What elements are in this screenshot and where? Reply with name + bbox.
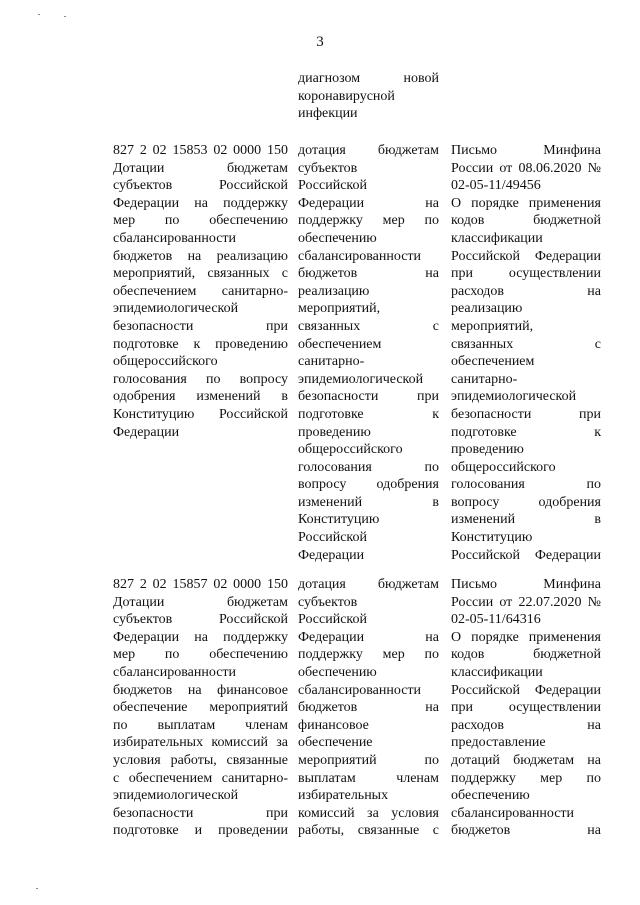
text-line: при осуществлении — [451, 700, 601, 716]
text-line: 827 2 02 15853 02 0000 150 — [113, 143, 288, 158]
text-line: одобрения изменений в — [113, 389, 288, 405]
text-line: подготовке к — [298, 406, 439, 422]
text-line: Российской Федерации — [451, 682, 601, 698]
text-line: проведению — [451, 442, 524, 458]
text-line: обеспечению — [451, 788, 530, 804]
text-line: классификации — [451, 230, 543, 246]
row2-source-letter — [451, 576, 601, 840]
text-line: Российской — [298, 612, 367, 628]
text-line: Письмо Минфина — [451, 143, 601, 158]
text-line: безопасности при — [113, 805, 288, 821]
text-line: субъектов — [298, 594, 358, 610]
text-line: связанных с — [298, 318, 439, 334]
text-line: мер по обеспечению — [113, 647, 288, 663]
text-line: работы, связанные с — [298, 823, 439, 839]
text-line: дотация бюджетам — [298, 577, 439, 592]
text-line: комиссий за условия — [298, 805, 439, 821]
text-line: коронавирусной — [298, 88, 395, 104]
text-line: инфекции — [298, 106, 358, 122]
text-line: мероприятий, — [451, 318, 534, 334]
text-line: мероприятий, связанных с — [113, 266, 288, 282]
text-line: вопросу одобрения — [298, 477, 439, 493]
text-line: О порядке применения — [451, 195, 601, 211]
text-line: сбалансированности — [298, 248, 422, 264]
row1-description — [298, 142, 439, 564]
text-line: дотаций бюджетам на — [451, 752, 601, 768]
text-line: безопасности при — [298, 389, 439, 405]
text-line: эпидемиологической — [113, 301, 239, 317]
scan-speck — [36, 888, 38, 889]
text-line: финансовое — [298, 717, 369, 733]
text-line: Федерации на поддержку — [113, 195, 288, 211]
text-line: О порядке применения — [451, 629, 601, 645]
text-line: сбалансированности — [113, 230, 237, 246]
text-line: по выплатам членам — [113, 717, 288, 733]
row1-source-letter — [451, 142, 601, 564]
text-line: мероприятий, — [298, 301, 381, 317]
text-line: Российской — [298, 530, 367, 546]
text-line: избирательных — [298, 788, 389, 804]
text-line: мер по обеспечению — [113, 213, 288, 229]
text-line: расходов на — [451, 283, 601, 299]
text-line: Федерации на — [298, 629, 439, 645]
text-line: поддержку мер по — [298, 213, 439, 229]
text-line: субъектов Российской — [113, 612, 288, 628]
row2-code-name — [113, 576, 288, 840]
text-line: субъектов — [298, 160, 358, 176]
text-line: поддержку мер по — [451, 770, 601, 786]
text-line: бюджетов на — [298, 266, 439, 282]
text-line: эпидемиологической — [113, 788, 239, 804]
text-line: сбалансированности — [451, 805, 575, 821]
text-line: бюджетов на реализацию — [113, 248, 288, 264]
text-line: Федерации — [298, 547, 365, 563]
text-line: обеспечением — [298, 336, 382, 352]
text-line: Письмо Минфина — [451, 577, 601, 592]
text-line: санитарно- — [451, 371, 518, 387]
text-line: Конституцию Российской — [113, 406, 288, 422]
scan-speck — [64, 16, 66, 17]
text-line: предоставление — [451, 735, 546, 751]
text-line: бюджетов на — [451, 823, 601, 839]
text-line: кодов бюджетной — [451, 647, 601, 663]
text-line: условия работы, связанные — [113, 752, 288, 768]
text-line: бюджетов на — [298, 700, 439, 716]
text-line: избирательных комиссий за — [113, 735, 288, 751]
text-line: обеспечением — [451, 354, 535, 370]
text-line: безопасности при — [451, 406, 601, 422]
text-line: Федерации — [113, 424, 180, 440]
text-line: реализацию — [298, 283, 370, 299]
text-line: Российской — [298, 178, 367, 194]
text-line: классификации — [451, 664, 543, 680]
text-line: Конституцию — [451, 530, 533, 546]
text-line: 827 2 02 15857 02 0000 150 — [113, 577, 288, 592]
text-line: Конституцию — [298, 512, 380, 528]
text-line: связанных с — [451, 336, 601, 352]
text-line: дотация бюджетам — [298, 143, 439, 158]
text-line: Дотации бюджетам — [113, 160, 288, 176]
text-line: общероссийского — [298, 442, 403, 458]
text-line: субъектов Российской — [113, 178, 288, 194]
text-line: общероссийского — [451, 459, 556, 475]
text-line: мероприятий по — [298, 752, 439, 768]
text-line: изменений в — [451, 512, 601, 528]
text-line: обеспечением санитарно- — [113, 283, 288, 299]
text-line: России от 08.06.2020 № — [451, 160, 601, 176]
text-line: подготовке к — [451, 424, 601, 440]
row1-code-name — [113, 142, 288, 441]
text-line: Дотации бюджетам — [113, 594, 288, 610]
text-line: голосования по — [451, 477, 601, 493]
text-line: голосования по вопросу — [113, 371, 288, 387]
text-line: эпидемиологической — [298, 371, 424, 387]
text-line: кодов бюджетной — [451, 213, 601, 229]
text-line: обеспечение — [298, 735, 373, 751]
text-line: Российской Федерации — [451, 248, 601, 264]
text-line: обеспечению — [298, 664, 377, 680]
text-line: Российской Федерации — [451, 547, 601, 563]
text-line: подготовке к проведению — [113, 336, 288, 352]
page-number: 3 — [316, 34, 324, 50]
text-line: общероссийского — [113, 354, 218, 370]
text-line: 02-05-11/49456 — [451, 178, 541, 194]
scan-speck — [38, 14, 40, 15]
text-line: подготовке и проведении — [113, 823, 288, 839]
text-line: Федерации на поддержку — [113, 629, 288, 645]
text-line: расходов на — [451, 717, 601, 733]
text-line: вопросу одобрения — [451, 494, 601, 510]
text-line: поддержку мер по — [298, 647, 439, 663]
text-line: при осуществлении — [451, 266, 601, 282]
text-line: 02-05-11/64316 — [451, 612, 541, 628]
text-line: проведению — [298, 424, 371, 440]
row2-description — [298, 576, 439, 840]
text-line: с обеспечением санитарно- — [113, 770, 288, 786]
text-line: сбалансированности — [113, 664, 237, 680]
text-line: обеспечение мероприятий — [113, 700, 288, 716]
text-line: обеспечению — [298, 230, 377, 246]
text-line: санитарно- — [298, 354, 365, 370]
text-line: России от 22.07.2020 № — [451, 594, 601, 610]
text-line: выплатам членам — [298, 770, 439, 786]
text-line: диагнозом новой — [298, 71, 439, 86]
text-line: эпидемиологической — [451, 389, 577, 405]
text-line: голосования по — [298, 459, 439, 475]
text-line: сбалансированности — [298, 682, 422, 698]
top-fragment-description — [298, 70, 439, 123]
text-line: безопасности при — [113, 318, 288, 334]
text-line: Федерации на — [298, 195, 439, 211]
text-line: реализацию — [451, 301, 523, 317]
text-line: бюджетов на финансовое — [113, 682, 288, 698]
text-line: изменений в — [298, 494, 439, 510]
